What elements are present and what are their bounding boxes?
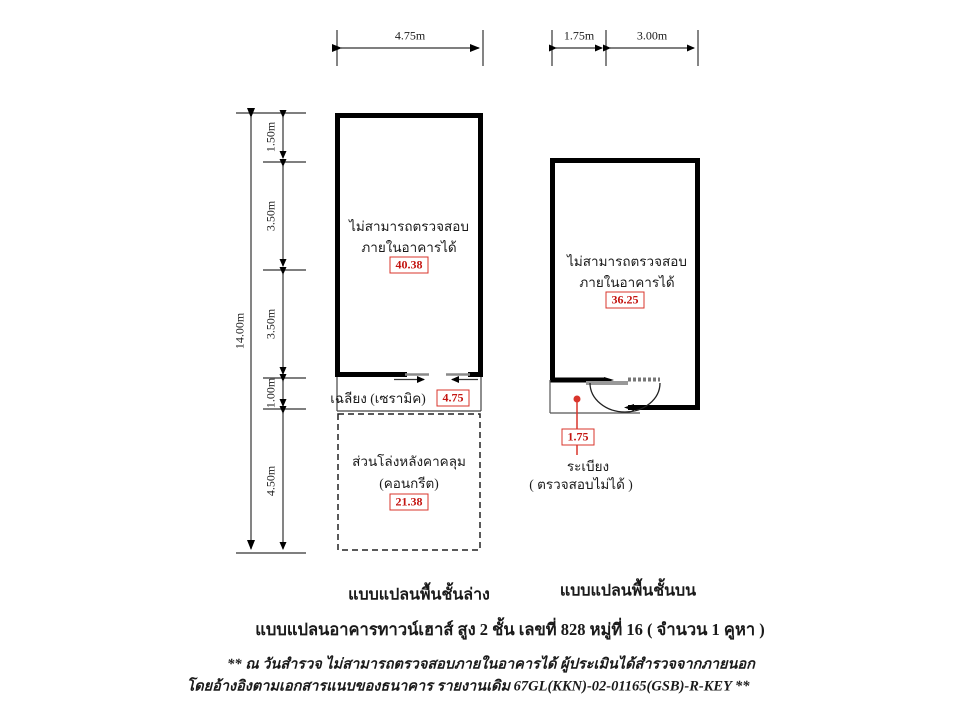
left-interior-area-badge: 40.38 xyxy=(390,257,429,274)
dim-label-total-height: 14.00m xyxy=(232,312,247,350)
dim-label-seg2: 3.50m xyxy=(263,200,278,232)
balcony-note: ( ตรวจสอบไม่ได้ ) xyxy=(529,477,633,492)
right-interior-note-line2: ภายในอาคารได้ xyxy=(579,275,675,290)
left-interior-note-line1: ไม่สามารถตรวจสอบ xyxy=(349,219,469,234)
right-plan-caption: แบบแปลนพื้นชั้นบน xyxy=(559,582,697,600)
dim-label-seg4: 1.00m xyxy=(263,377,278,409)
dim-label-seg1: 1.50m xyxy=(263,121,278,153)
balcony-leader xyxy=(574,396,581,456)
right-interior-area-badge: 36.25 xyxy=(606,292,645,309)
survey-note-line1: ** ณ วันสำรวจ ไม่สามารถตรวจสอบภายในอาคารได้ ผู้ประเมินได้สำรวจจากภายนอก xyxy=(227,656,755,673)
porch-area-badge: 4.75 xyxy=(437,390,470,407)
right-interior-note-line1: ไม่สามารถตรวจสอบ xyxy=(567,254,687,269)
dim-label-seg3: 3.50m xyxy=(263,308,278,340)
open-area-label-line2: (คอนกรีต) xyxy=(379,476,439,491)
balcony-label: ระเบียง xyxy=(566,459,610,474)
survey-note-line2: โดยอ้างอิงตามเอกสารแนบของธนาคาร รายงานเดิม 67GL(KKN)-02-01165(GSB)-R-KEY ** xyxy=(186,678,750,695)
dim-label-right-width-2: 3.00m xyxy=(636,28,668,43)
porch-label: เฉลียง (เซรามิค) xyxy=(330,391,426,406)
left-interior-note-line2: ภายในอาคารได้ xyxy=(361,240,457,255)
left-plan-caption: แบบแปลนพื้นชั้นล่าง xyxy=(348,586,490,604)
dim-label-left-width: 4.75m xyxy=(394,28,426,43)
open-area-label-line1: ส่วนโล่งหลังคาคลุม xyxy=(352,454,466,469)
open-area-badge: 21.38 xyxy=(390,494,429,511)
dim-label-seg5: 4.50m xyxy=(263,465,278,497)
drawing-title: แบบแปลนอาคารทาวน์เฮาส์ สูง 2 ชั้น เลขที่ 828 หมู่ที่ 16 ( จำนวน 1 คูหา ) xyxy=(255,620,765,639)
balcony-area-badge: 1.75 xyxy=(562,429,595,446)
dim-label-right-width-1: 1.75m xyxy=(563,28,595,43)
